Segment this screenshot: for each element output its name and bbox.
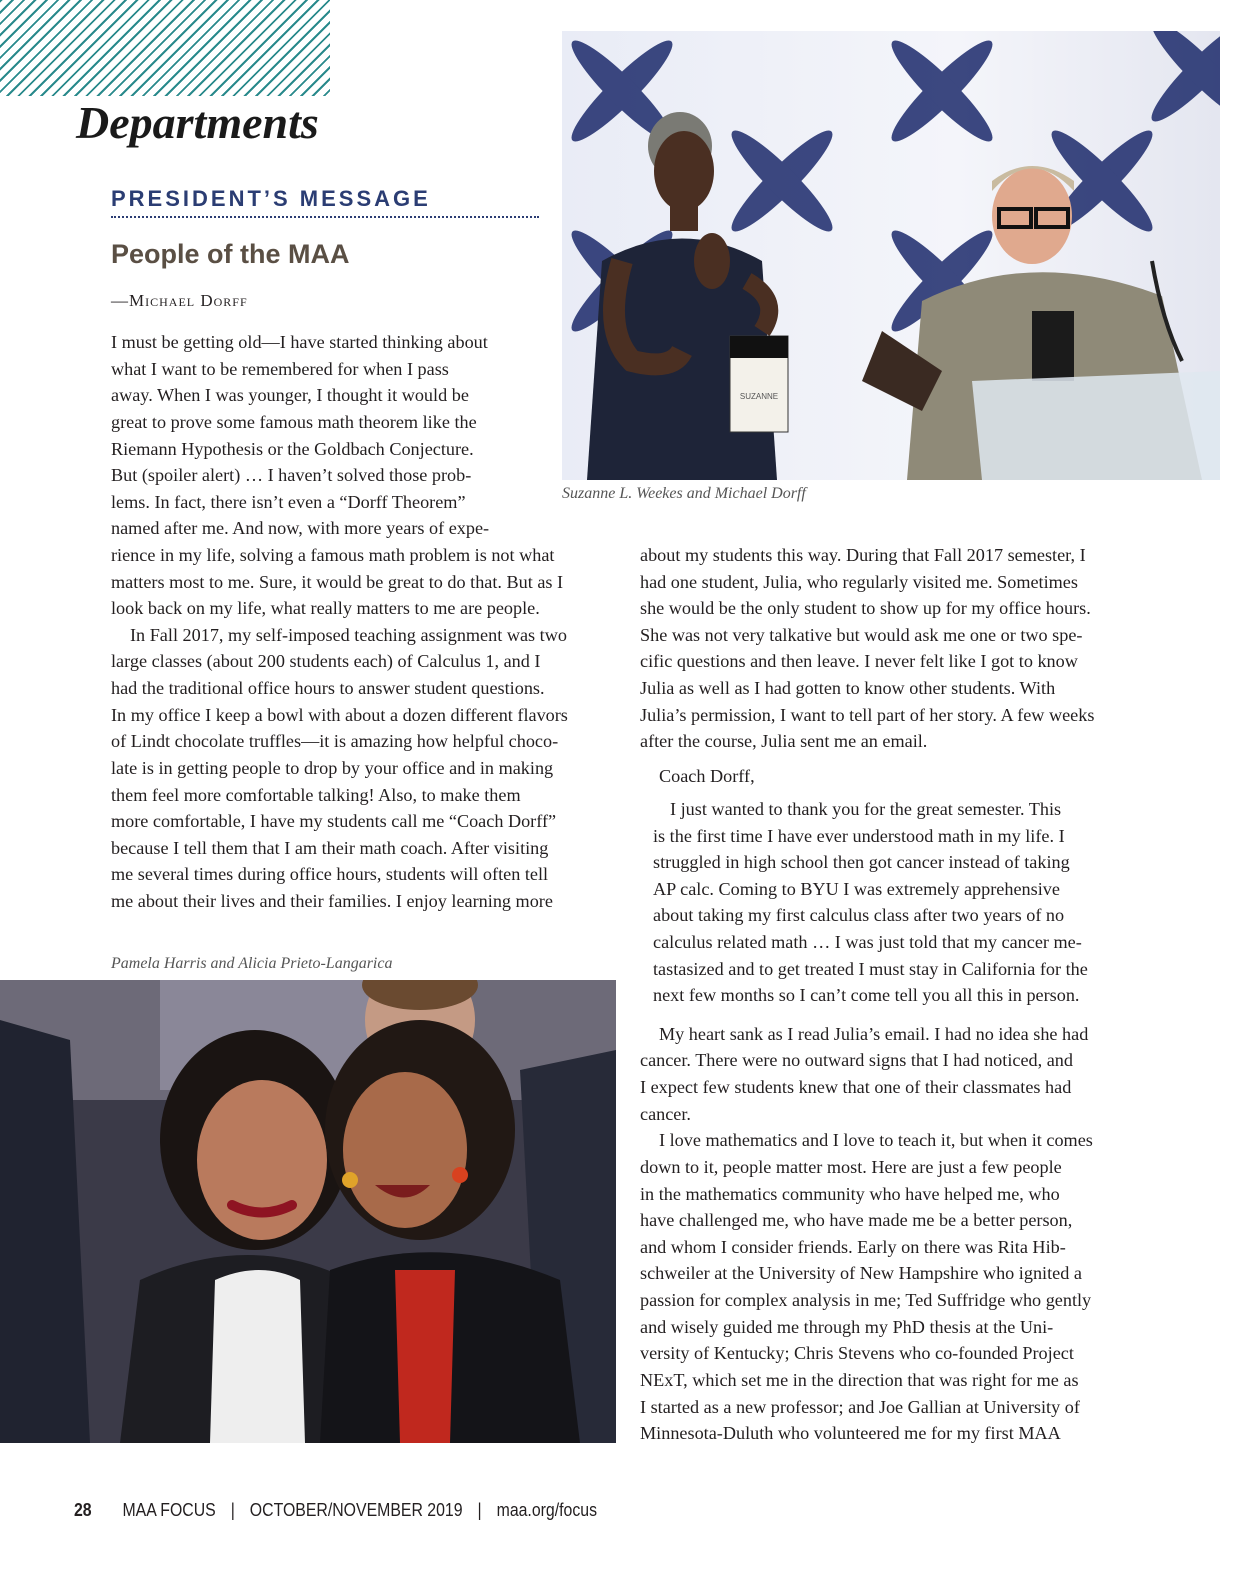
body-line: Riemann Hypothesis or the Goldbach Conjecture. bbox=[111, 439, 474, 459]
body-line: late is in getting people to drop by your office and in making bbox=[111, 758, 554, 778]
quote-line: is the first time I have ever understood math in my life. I bbox=[653, 826, 1065, 846]
publication-name: MAA FOCUS bbox=[122, 1500, 216, 1520]
footer-url[interactable]: maa.org/focus bbox=[496, 1500, 597, 1520]
body-line: I started as a new professor; and Joe Gallian at University of bbox=[640, 1397, 1080, 1417]
body-line: in the mathematics community who have helped me, who bbox=[640, 1184, 1060, 1204]
top-photo-caption: Suzanne L. Weekes and Michael Dorff bbox=[562, 485, 806, 502]
author-byline: —Michael Dorff bbox=[111, 291, 248, 310]
body-line: what I want to be remembered for when I pass bbox=[111, 359, 449, 379]
quote-line: next few months so I can’t come tell you all this in person. bbox=[653, 985, 1080, 1005]
body-line: schweiler at the University of New Hampshire who ignited a bbox=[640, 1263, 1082, 1283]
quote-line: tastasized and to get treated I must stay in California for the bbox=[653, 959, 1088, 979]
body-line: large classes (about 200 students each) of Calculus 1, and I bbox=[111, 651, 541, 671]
body-line: about my students this way. During that Fall 2017 semester, I bbox=[640, 545, 1086, 565]
body-line: me several times during office hours, students will often tell bbox=[111, 864, 549, 884]
body-line: versity of Kentucky; Chris Stevens who co-founded Project bbox=[640, 1343, 1074, 1363]
body-line: look back on my life, what really matters to me are people. bbox=[111, 598, 540, 618]
body-line: Minnesota-Duluth who volunteered me for my first MAA bbox=[640, 1423, 1061, 1443]
header-hatch-decoration bbox=[0, 0, 330, 96]
body-line: I expect few students knew that one of their classmates had bbox=[640, 1077, 1072, 1097]
quote-line: about taking my first calculus class after two years of no bbox=[653, 905, 1065, 925]
section-label: PRESIDENT’S MESSAGE bbox=[111, 186, 539, 218]
body-line: lems. In fact, there isn’t even a “Dorff Theorem” bbox=[111, 492, 466, 512]
body-line: But (spoiler alert) … I haven’t solved those prob- bbox=[111, 465, 472, 485]
body-line: she would be the only student to show up for my office hours. bbox=[640, 598, 1091, 618]
article-title: People of the MAA bbox=[111, 239, 350, 269]
body-line: cific questions and then leave. I never felt like I got to know bbox=[640, 651, 1078, 671]
quote-line: I just wanted to thank you for the great semester. This bbox=[670, 799, 1062, 819]
department-heading: Departments bbox=[76, 97, 319, 148]
issue-date: OCTOBER/NOVEMBER 2019 bbox=[249, 1500, 463, 1520]
body-line: down to it, people matter most. Here are just a few people bbox=[640, 1157, 1062, 1177]
body-line: rience in my life, solving a famous math problem is not what bbox=[111, 545, 555, 565]
body-line: I love mathematics and I love to teach it, but when it comes bbox=[659, 1130, 1093, 1150]
quote-salutation: Coach Dorff, bbox=[659, 766, 755, 786]
body-line: My heart sank as I read Julia’s email. I had no idea she had bbox=[659, 1024, 1089, 1044]
body-line: named after me. And now, with more years of expe- bbox=[111, 518, 490, 538]
body-line: have challenged me, who have made me be a better person, bbox=[640, 1210, 1073, 1230]
body-line: NExT, which set me in the direction that was right for me as bbox=[640, 1370, 1079, 1390]
body-line: more comfortable, I have my students call me “Coach Dorff” bbox=[111, 811, 557, 831]
page-footer bbox=[74, 1500, 597, 1521]
body-line: and wisely guided me through my PhD thesis at the Uni- bbox=[640, 1317, 1054, 1337]
photo-weekes-dorff bbox=[562, 31, 1220, 480]
page-number: 28 bbox=[74, 1500, 92, 1520]
body-line: In Fall 2017, my self-imposed teaching assignment was two bbox=[130, 625, 567, 645]
body-line: had one student, Julia, who regularly visited me. Sometimes bbox=[640, 572, 1078, 592]
body-line: She was not very talkative but would ask me one or two spe- bbox=[640, 625, 1083, 645]
quote-line: calculus related math … I was just told that my cancer me- bbox=[653, 932, 1082, 952]
body-line: after the course, Julia sent me an email. bbox=[640, 731, 928, 751]
body-line: me about their lives and their families. I enjoy learning more bbox=[111, 891, 553, 911]
badge-name-text: SUZANNE bbox=[739, 392, 779, 401]
body-line: cancer. bbox=[640, 1104, 691, 1124]
body-line: of Lindt chocolate truffles—it is amazing how helpful choco- bbox=[111, 731, 559, 751]
photo-harris-prieto-langarica bbox=[0, 980, 616, 1443]
body-line: and whom I consider friends. Early on there was Rita Hib- bbox=[640, 1237, 1066, 1257]
body-line: Julia’s permission, I want to tell part of her story. A few weeks bbox=[640, 705, 1095, 725]
body-line: In my office I keep a bowl with about a dozen different flavors bbox=[111, 705, 568, 725]
body-line: passion for complex analysis in me; Ted Suffridge who gently bbox=[640, 1290, 1092, 1310]
body-line: them feel more comfortable talking! Also, to make them bbox=[111, 785, 521, 805]
footer-separator: | bbox=[230, 1500, 235, 1520]
body-line: because I tell them that I am their math coach. After visiting bbox=[111, 838, 549, 858]
body-line: cancer. There were no outward signs that I had noticed, and bbox=[640, 1050, 1073, 1070]
quote-line: AP calc. Coming to BYU I was extremely apprehensive bbox=[653, 879, 1060, 899]
body-line: I must be getting old—I have started thinking about bbox=[111, 332, 488, 352]
body-line: had the traditional office hours to answer student questions. bbox=[111, 678, 545, 698]
bottom-photo-caption: Pamela Harris and Alicia Prieto-Langarica bbox=[111, 955, 393, 972]
body-line: away. When I was younger, I thought it would be bbox=[111, 385, 469, 405]
body-line: matters most to me. Sure, it would be great to do that. But as I bbox=[111, 572, 564, 592]
body-line: Julia as well as I had gotten to know other students. With bbox=[640, 678, 1056, 698]
footer-separator: | bbox=[477, 1500, 482, 1520]
body-line: great to prove some famous math theorem like the bbox=[111, 412, 477, 432]
quote-line: struggled in high school then got cancer instead of taking bbox=[653, 852, 1070, 872]
